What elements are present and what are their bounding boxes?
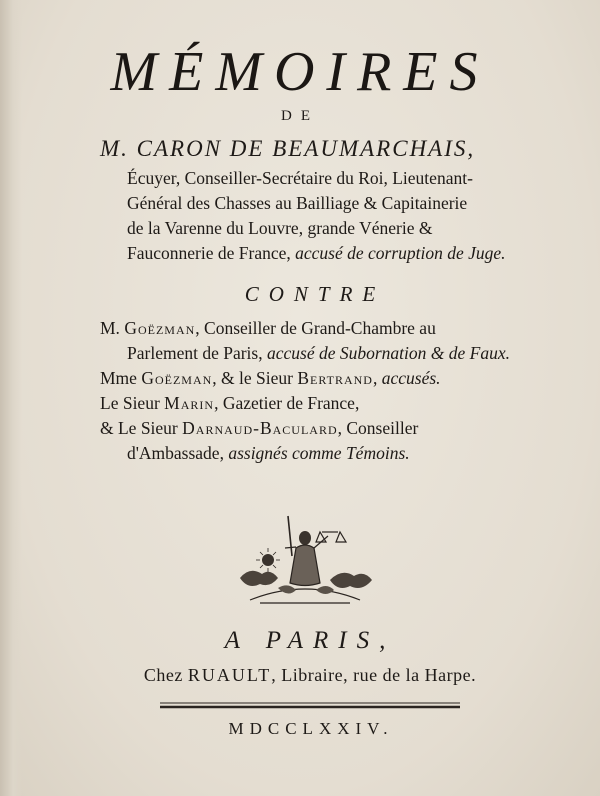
- author-name: M. CARON DE BEAUMARCHAIS,: [100, 136, 476, 161]
- party-prefix: Le Sieur: [100, 393, 165, 413]
- party-name-bertrand: Bertrand: [297, 368, 373, 388]
- party-prefix: Mme: [100, 368, 142, 388]
- party-madame-goezman: [100, 366, 550, 391]
- party-darnaud-line2: [100, 441, 550, 466]
- party-accusation: accusé de Subornation & de Faux.: [266, 343, 510, 363]
- author-description: [127, 166, 547, 266]
- party-description: d'Ambassade,: [127, 443, 229, 463]
- printer-address: , Libraire, rue de la Harpe.: [271, 665, 477, 685]
- party-role: assignés comme Témoins.: [228, 443, 410, 463]
- party-description: , & le Sieur: [212, 368, 298, 388]
- imprint-printer: [0, 665, 600, 686]
- author-description-text: Fauconnerie de France,: [127, 243, 296, 263]
- party-prefix: & Le Sieur: [100, 418, 183, 438]
- author-description-line: [127, 241, 547, 266]
- party-name: Darnaud-Baculard: [182, 418, 338, 438]
- imprint-city: A PARIS,: [224, 627, 396, 654]
- book-title: MÉMOIRES: [110, 41, 490, 103]
- preposition-de: DE: [281, 108, 319, 124]
- party-name: Marin: [164, 393, 215, 413]
- party-name: Goëzman: [141, 368, 213, 388]
- party-description: , Conseiller: [337, 418, 419, 438]
- printer-prefix: Chez: [143, 665, 188, 685]
- party-goezman-line2: [100, 341, 550, 366]
- party-prefix: M.: [100, 318, 125, 338]
- ornamental-rule: [160, 699, 460, 711]
- imprint-year: MDCCLXXIV.: [228, 719, 394, 738]
- party-name: Goëzman: [124, 318, 196, 338]
- party-description: Parlement de Paris,: [127, 343, 267, 363]
- author-accusation: accusé de corruption de Juge.: [295, 243, 506, 263]
- party-separator: ,: [372, 368, 382, 388]
- party-goezman: [100, 316, 550, 341]
- party-accusation: accusés.: [381, 368, 441, 388]
- author-description-line: Écuyer, Conseiller-Secrétaire du Roi, Lieutenant-: [127, 168, 473, 188]
- author-description-line: Général des Chasses au Bailliage & Capitainerie: [127, 193, 468, 213]
- justice-allegory-icon: [230, 508, 380, 608]
- party-darnaud: [100, 416, 550, 441]
- author-description-line: de la Varenne du Louvre, grande Vénerie &: [127, 218, 433, 238]
- opposing-parties: [100, 316, 550, 466]
- party-marin: [100, 391, 550, 416]
- party-description: , Conseiller de Grand-Chambre au: [195, 318, 436, 338]
- party-description: , Gazetier de France,: [214, 393, 360, 413]
- contre-heading: CONTRE: [244, 282, 386, 306]
- printer-name: RUAULT: [187, 665, 272, 685]
